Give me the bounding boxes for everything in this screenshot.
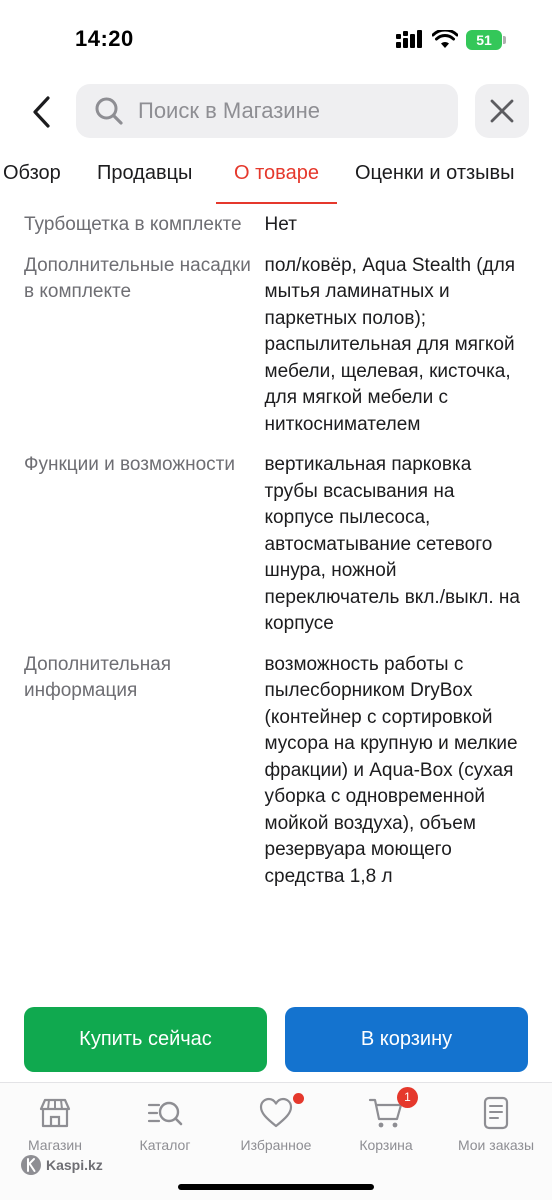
shop-icon <box>37 1095 73 1131</box>
brand-watermark <box>20 1154 103 1176</box>
nav-label: Избранное <box>240 1137 312 1153</box>
search-input[interactable] <box>76 84 458 138</box>
spec-row <box>0 253 552 439</box>
nav-item-cart[interactable] <box>331 1090 441 1153</box>
bottom-nav <box>0 1082 552 1200</box>
cart-icon-wrap <box>368 1090 411 1131</box>
add-to-cart-button[interactable]: В корзину <box>285 1007 528 1072</box>
tab-about-product[interactable]: О товаре <box>234 162 319 184</box>
battery-indicator: 51 <box>466 30 502 50</box>
nav-item-catalog[interactable] <box>110 1095 220 1153</box>
spec-row <box>0 212 552 239</box>
nav-item-orders[interactable] <box>441 1095 551 1153</box>
spec-label: Дополнительные насадки в комплекте <box>24 254 251 302</box>
notification-dot <box>293 1093 304 1104</box>
spec-list <box>0 212 552 904</box>
tab-sellers[interactable]: Продавцы <box>97 162 193 184</box>
spec-value: вертикальная парковка трубы всасывания на корпусе пылесоса, автосматывание сетевого шнура, ножной переключатель вкл./выкл. на корпусе <box>264 454 520 634</box>
product-tabs <box>0 150 552 206</box>
spec-label: Турбощетка в комплекте <box>24 214 242 235</box>
brand-text: Kaspi.kz <box>46 1157 103 1173</box>
wifi-icon <box>432 30 458 50</box>
favorites-icon-wrap <box>258 1095 294 1131</box>
close-icon <box>490 99 514 123</box>
tab-reviews[interactable]: Оценки и отзывы <box>355 162 515 184</box>
tab-overview[interactable]: Обзор <box>3 162 61 184</box>
search-icon <box>94 96 124 126</box>
close-search-button[interactable] <box>475 84 529 138</box>
status-bar <box>0 0 552 80</box>
signal-icon <box>396 30 424 50</box>
chevron-left-icon <box>31 95 53 129</box>
spec-value: пол/ковёр, Aqua Stealth (для мытья ламинатных и паркетных полов); распылительная для мягкой мебели, щелевая, кисточка, для мягкой мебели с ниткоснимателем <box>264 254 516 435</box>
kaspi-logo-icon <box>20 1154 42 1176</box>
search-placeholder: Поиск в Магазине <box>138 98 320 123</box>
active-tab-indicator <box>216 202 337 204</box>
orders-icon <box>478 1095 514 1131</box>
nav-label: Каталог <box>139 1137 191 1153</box>
buy-now-button[interactable]: Купить сейчас <box>24 1007 267 1072</box>
spec-row <box>0 652 552 891</box>
spec-value: возможность работы с пылесборником DryBox (контейнер с сортировкой мусора на крупную и мелкие фракции) и Aqua-Box (сухая уборка с одновременной мойкой воздуха), объем резервуара моющего средства 1,8 л <box>264 653 518 887</box>
nav-label: Магазин <box>27 1137 82 1153</box>
heart-icon <box>258 1095 294 1131</box>
spec-label: Дополнительная информация <box>24 653 172 701</box>
nav-item-shop[interactable] <box>0 1095 110 1153</box>
nav-label: Корзина <box>359 1137 413 1153</box>
home-indicator <box>178 1184 374 1190</box>
spec-label: Функции и возможности <box>24 454 235 475</box>
nav-label: Мои заказы <box>457 1137 535 1153</box>
spec-value: Нет <box>264 214 297 235</box>
cart-count-badge: 1 <box>397 1087 418 1108</box>
purchase-actions <box>0 1000 552 1082</box>
search-header <box>0 80 552 144</box>
spec-row <box>0 452 552 638</box>
nav-item-favorites[interactable] <box>221 1095 331 1153</box>
status-time: 14:20 <box>75 26 134 51</box>
back-button[interactable] <box>22 90 62 134</box>
status-icons <box>396 30 502 50</box>
catalog-search-icon <box>147 1095 183 1131</box>
